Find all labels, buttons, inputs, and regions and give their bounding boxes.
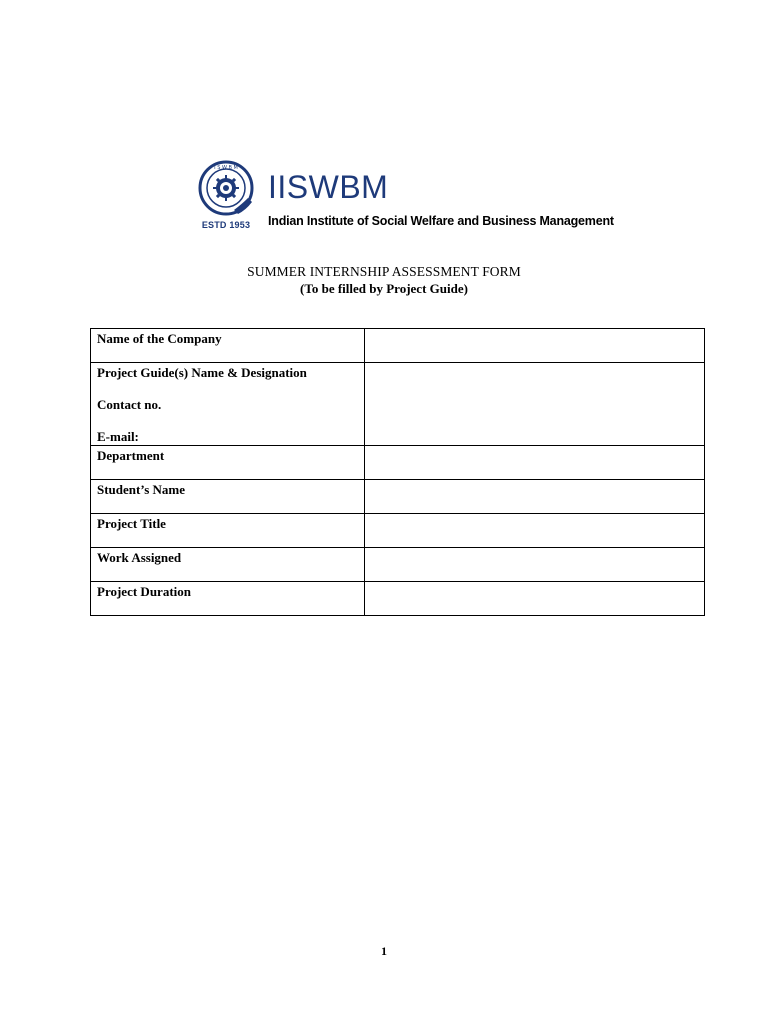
table-row-student-name [91, 480, 705, 514]
assessment-form-table [90, 328, 705, 616]
label-text: Project Title [97, 516, 166, 531]
field-department[interactable] [365, 446, 705, 480]
established-year: ESTD 1953 [201, 220, 251, 230]
label-work-assigned [91, 548, 365, 582]
institute-name: Indian Institute of Social Welfare and Business Management [268, 214, 614, 228]
brand-name: IISWBM [268, 169, 389, 205]
label-project-duration [91, 582, 365, 616]
field-student-name[interactable] [365, 480, 705, 514]
form-title: SUMMER INTERNSHIP ASSESSMENT FORM [247, 264, 521, 279]
institute-seal-icon [198, 160, 254, 216]
table-row-project-title [91, 514, 705, 548]
seal-text: I S W B M [214, 165, 238, 171]
spacer [97, 381, 358, 397]
table-row-department [91, 446, 705, 480]
form-subtitle: (To be filled by Project Guide) [300, 281, 468, 296]
label-text: Project Duration [97, 584, 191, 599]
table-row-project-duration [91, 582, 705, 616]
form-heading [0, 263, 768, 298]
institute-logo [198, 160, 614, 234]
label-text: Contact no. [97, 397, 162, 412]
field-work-assigned[interactable] [365, 548, 705, 582]
table-row-company [91, 329, 705, 363]
label-text: Department [97, 448, 165, 463]
field-project-guide[interactable] [365, 363, 705, 446]
spacer [97, 413, 358, 429]
label-text: Project Guide(s) Name & Designation [97, 365, 307, 380]
label-company [91, 329, 365, 363]
label-student-name [91, 480, 365, 514]
label-text: E-mail: [97, 429, 139, 444]
label-text: Student’s Name [97, 482, 185, 497]
label-project-title [91, 514, 365, 548]
page-number: 1 [381, 944, 387, 958]
label-department [91, 446, 365, 480]
field-company[interactable] [365, 329, 705, 363]
field-project-title[interactable] [365, 514, 705, 548]
table-row-work-assigned [91, 548, 705, 582]
label-text: Work Assigned [97, 550, 182, 565]
label-text: Name of the Company [97, 331, 222, 346]
table-row-project-guide [91, 363, 705, 446]
label-project-guide [91, 363, 365, 446]
field-project-duration[interactable] [365, 582, 705, 616]
